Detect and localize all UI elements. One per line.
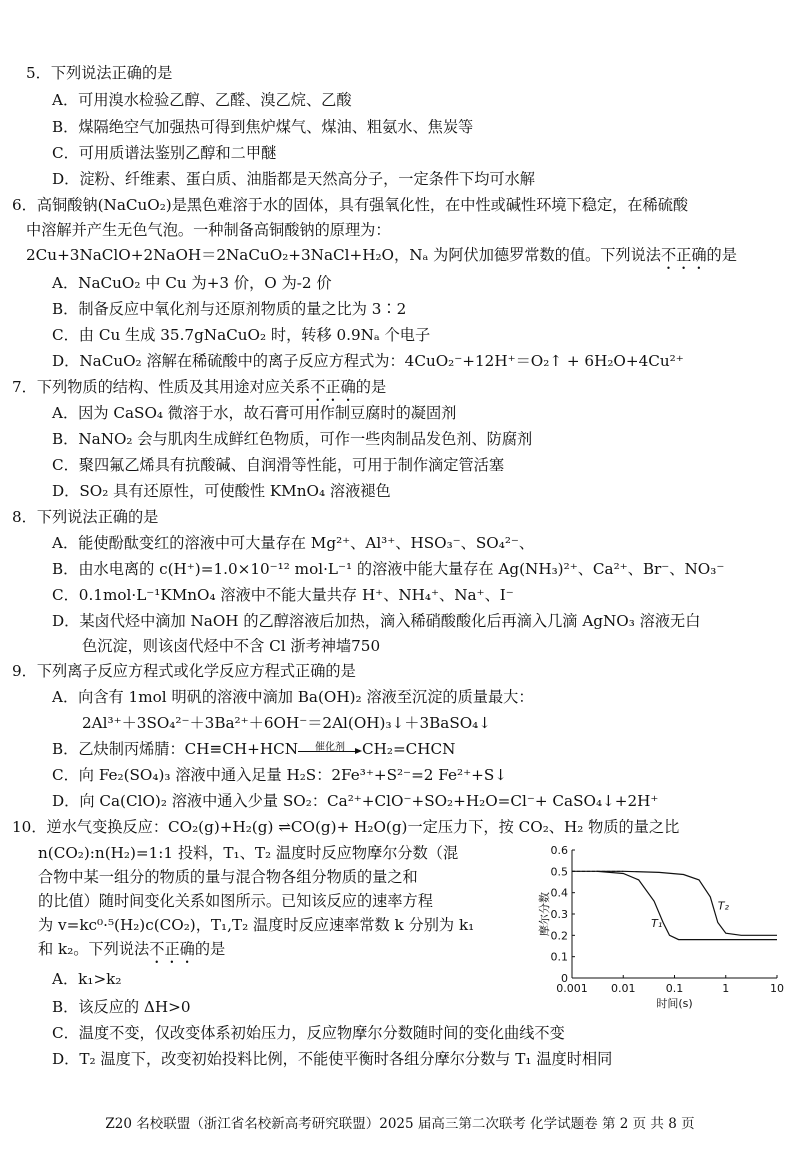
q10-option-a: A．k₁>k₂: [52, 970, 122, 988]
q8-option-b: B．由水电离的 c(H⁺)=1.0×10⁻¹² mol·L⁻¹ 的溶液中能大量存在 Ag(NH₃)²⁺、Ca²⁺、Br⁻、NO₃⁻: [52, 560, 725, 578]
q10-stem-line3: 合物中某一组分的物质的量与混合物各组分物质的量之和: [38, 868, 418, 886]
series-line-2: [597, 871, 778, 935]
q5-option-a: A．可用溴水检验乙醇、乙醛、溴乙烷、乙酸: [52, 91, 352, 109]
x-tick-label: 0.001: [556, 982, 588, 995]
q8-option-a: A．能使酚酞变红的溶液中可大量存在 Mg²⁺、Al³⁺、HSO₃⁻、SO₄²⁻、: [52, 534, 535, 552]
q6-option-a: A．NaCuO₂ 中 Cu 为+3 价，O 为-2 价: [52, 274, 332, 292]
q7-stem: [12, 376, 386, 405]
y-axis-label: 摩尔分数: [538, 892, 551, 936]
q9-option-b: [52, 738, 455, 760]
q6-stem-line1: 6．高铜酸钠(NaCuO₂)是黑色难溶于水的固体，具有强氧化性，在中性或碱性环境下稳定，在稀硫酸: [12, 196, 689, 214]
q10-emphasis: 不正确: [149, 940, 195, 958]
q10-option-b: B．该反应的 ΔH>0: [52, 998, 191, 1016]
q5-option-b: B．煤隔绝空气加强热可得到焦炉煤气、煤油、粗氨水、焦炭等: [52, 118, 474, 136]
y-tick-label: 0.2: [550, 929, 568, 943]
series-label-1: T₁: [651, 916, 663, 930]
q8-option-d: D．某卤代烃中滴加 NaOH 的乙醇溶液后加热，滴入稀硝酸酸化后再滴入几滴 AgNO₃ 溶液无白: [52, 612, 701, 630]
q6-stem-tail: 的是: [706, 246, 737, 264]
q6-stem-text: 2Cu+3NaClO+2NaOH＝2NaCuO₂+3NaCl+H₂O，Nₐ 为阿伏加德罗常数的值。下列说法: [26, 246, 661, 264]
y-tick-label: 0: [561, 972, 568, 985]
x-tick-label: 0.01: [611, 982, 636, 995]
catalyst-arrow: [298, 743, 362, 757]
y-tick-label: 0.4: [550, 886, 568, 900]
q8-option-d-cont: 色沉淀，则该卤代烃中不含 Cl 浙考神墙750: [82, 637, 381, 655]
q6-option-d: D．NaCuO₂ 溶解在稀硫酸中的离子反应方程式为：4CuO₂⁻+12H⁺＝O₂↑ + 6H₂O+4Cu²⁺: [52, 352, 684, 370]
page-footer: Z20 名校联盟（浙江省名校新高考研究联盟）2025 届高三第二次联考 化学试题卷 第 2 页 共 8 页: [105, 1116, 695, 1132]
q10-stem-line5: 为 v=kc⁰·⁵(H₂)c(CO₂)，T₁,T₂ 温度时反应速率常数 k 分别为 k₁: [38, 916, 475, 934]
q8-stem: 8．下列说法正确的是: [12, 508, 159, 526]
q9-option-d: D．向 Ca(ClO)₂ 溶液中通入少量 SO₂：Ca²⁺+ClO⁻+SO₂+H₂O=Cl⁻+ CaSO₄↓+2H⁺: [52, 792, 659, 810]
q10-stem-line6: [38, 938, 225, 967]
q10-option-d: D．T₂ 温度下，改变初始投料比例，不能使平衡时各组分摩尔分数与 T₁ 温度时相同: [52, 1050, 613, 1068]
mole-fraction-chart: [540, 838, 790, 1008]
q9-stem: 9．下列离子反应方程式或化学反应方程式正确的是: [12, 662, 356, 680]
x-tick-label: 0.1: [665, 982, 684, 995]
y-tick-label: 0.1: [550, 950, 568, 964]
y-tick-label: 0.5: [550, 865, 568, 879]
q7-option-b: B．NaNO₂ 会与肌肉生成鲜红色物质，可作一些肉制品发色剂、防腐剂: [52, 430, 533, 448]
q9-option-a: A．向含有 1mol 明矾的溶液中滴加 Ba(OH)₂ 溶液至沉淀的质量最大：: [52, 688, 534, 706]
q9-option-a-equation: 2Al³⁺＋3SO₄²⁻＋3Ba²⁺＋6OH⁻＝2Al(OH)₃↓＋3BaSO₄↓: [82, 714, 491, 732]
q7-stem-text: 7．下列物质的结构、性质及其用途对应关系: [12, 378, 311, 396]
x-tick-label: 10: [770, 982, 784, 995]
q10-stem-line2: n(CO₂):n(H₂)=1:1 投料，T₁、T₂ 温度时反应物摩尔分数（混: [38, 844, 459, 862]
q7-option-c: C．聚四氟乙烯具有抗酸碱、自润滑等性能，可用于制作滴定管活塞: [52, 456, 505, 474]
q10-option-c: C．温度不变，仅改变体系初始压力，反应物摩尔分数随时间的变化曲线不变: [52, 1024, 565, 1042]
q5-option-c: C．可用质谱法鉴别乙醇和二甲醚: [52, 144, 277, 162]
q10-stem-line1: 10．逆水气变换反应：CO₂(g)+H₂(g) ⇌CO(g)+ H₂O(g)一定压力下，按 CO₂、H₂ 物质的量之比: [12, 818, 680, 836]
q6-stem-line2: 中溶解并产生无色气泡。一种制备高铜酸钠的原理为：: [26, 221, 391, 239]
q10-stem-tail: 的是: [194, 940, 226, 958]
series-label-2: T₂: [717, 899, 729, 913]
series-line-1: [572, 871, 777, 939]
q9-option-b-reactants: B．乙炔制丙烯腈：CH≡CH+HCN: [52, 740, 298, 758]
q9-option-c: C．向 Fe₂(SO₄)₃ 溶液中通入足量 H₂S：2Fe³⁺+S²⁻=2 Fe²⁺+S↓: [52, 766, 507, 784]
q6-stem-line3: [26, 244, 737, 273]
q7-emphasis: 不正确: [310, 378, 356, 396]
x-axis-label: 时间(s): [656, 997, 693, 1010]
q7-option-d: D．SO₂ 具有还原性，可使酸性 KMnO₄ 溶液褪色: [52, 482, 391, 500]
q7-stem-tail: 的是: [355, 378, 387, 396]
y-tick-label: 0.6: [550, 844, 568, 857]
q7-option-a: A．因为 CaSO₄ 微溶于水，故石膏可用作制豆腐时的凝固剂: [52, 404, 457, 422]
q5-option-d: D．淀粉、纤维素、蛋白质、油脂都是天然高分子，一定条件下均可水解: [52, 170, 535, 188]
q10-stem-line4: 的比值）随时间变化关系如图所示。已知该反应的速率方程: [38, 892, 433, 910]
q10-stem-text: 和 k₂。下列说法: [38, 940, 150, 958]
y-tick-label: 0.3: [550, 908, 568, 921]
q6-emphasis: 不正确: [660, 246, 707, 264]
q8-option-c: C．0.1mol·L⁻¹KMnO₄ 溶液中不能大量共存 H⁺、NH₄⁺、Na⁺、I⁻: [52, 586, 514, 604]
q5-stem: 5．下列说法正确的是: [26, 64, 173, 82]
catalyst-label: 催化剂: [315, 742, 345, 753]
x-tick-label: 1: [722, 982, 730, 995]
q6-option-c: C．由 Cu 生成 35.7gNaCuO₂ 时，转移 0.9Nₐ 个电子: [52, 326, 431, 344]
q9-option-b-product: CH₂=CHCN: [362, 740, 456, 758]
q6-option-b: B．制备反应中氧化剂与还原剂物质的量之比为 3∶2: [52, 300, 407, 318]
